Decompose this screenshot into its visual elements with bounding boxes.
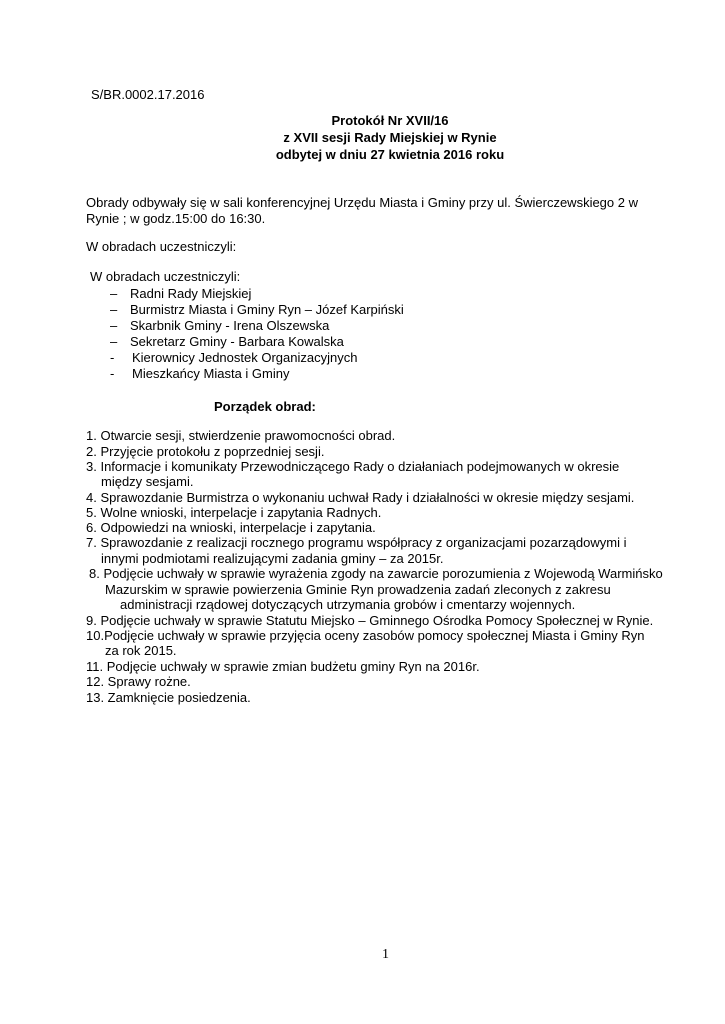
agenda-item: 13. Zamknięcie posiedzenia. [86, 690, 251, 705]
intro-line-2: Rynie ; w godz.15:00 do 16:30. [86, 211, 266, 226]
document-reference: S/BR.0002.17.2016 [91, 87, 205, 102]
protocol-date: odbytej w dniu 27 kwietnia 2016 roku [275, 147, 505, 162]
agenda-item-continuation: innymi podmiotami realizującymi zadania gminy – za 2015r. [101, 551, 444, 566]
list-bullet: - [110, 350, 115, 365]
protocol-title: Protokół Nr XVII/16 [331, 113, 449, 128]
participant-item: Skarbnik Gminy - Irena Olszewska [130, 318, 330, 333]
agenda-item: 12. Sprawy rożne. [86, 674, 191, 689]
agenda-item-continuation: między sesjami. [101, 474, 194, 489]
agenda-item: 7. Sprawozdanie z realizacji rocznego programu współpracy z organizacjami pozarządowymi i [86, 535, 627, 550]
protocol-subtitle: z XVII sesji Rady Miejskiej w Rynie [283, 130, 497, 145]
agenda-item-continuation: Mazurskim w sprawie powierzenia Gminie Ryn prowadzenia zadań zleconych z zakresu [105, 582, 611, 597]
list-bullet: - [110, 366, 115, 381]
agenda-item: 3. Informacje i komunikaty Przewodniczącego Rady o działaniach podejmowanych w okresie [86, 459, 620, 474]
agenda-item: 2. Przyjęcie protokołu z poprzedniej sesji. [86, 444, 325, 459]
list-bullet: – [110, 302, 118, 317]
participant-item: Kierownicy Jednostek Organizacyjnych [132, 350, 358, 365]
participants-heading-repeat: W obradach uczestniczyli: [90, 269, 241, 284]
agenda-item: 1. Otwarcie sesji, stwierdzenie prawomocności obrad. [86, 428, 396, 443]
agenda-item: 4. Sprawozdanie Burmistrza o wykonaniu uchwał Rady i działalności w okresie między sesjami. [86, 490, 635, 505]
list-bullet: – [110, 286, 118, 301]
participant-item: Burmistrz Miasta i Gminy Ryn – Józef Karpiński [130, 302, 404, 317]
agenda-item: 6. Odpowiedzi na wnioski, interpelacje i zapytania. [86, 520, 376, 535]
agenda-item: 11. Podjęcie uchwały w sprawie zmian budżetu gminy Ryn na 2016r. [86, 659, 480, 674]
agenda-item: 5. Wolne wnioski, interpelacje i zapytania Radnych. [86, 505, 382, 520]
agenda-item: 8. Podjęcie uchwały w sprawie wyrażenia zgody na zawarcie porozumienia z Wojewodą Warmińsko [89, 566, 663, 581]
participant-item: Mieszkańcy Miasta i Gminy [132, 366, 290, 381]
page-number: 1 [382, 947, 389, 962]
agenda-item-continuation: administracji rządowej dotyczących utrzymania grobów i cmentarzy wojennych. [120, 597, 576, 612]
list-bullet: – [110, 318, 118, 333]
agenda-item-continuation: za rok 2015. [105, 643, 177, 658]
participant-item: Radni Rady Miejskiej [130, 286, 252, 301]
agenda-item: 10.Podjęcie uchwały w sprawie przyjęcia oceny zasobów pomocy społecznej Miasta i Gminy Ryn [86, 628, 645, 643]
list-bullet: – [110, 334, 118, 349]
agenda-item: 9. Podjęcie uchwały w sprawie Statutu Miejsko – Gminnego Ośrodka Pomocy Społecznej w Rynie. [86, 613, 654, 628]
participants-heading: W obradach uczestniczyli: [86, 239, 237, 254]
participant-item: Sekretarz Gminy - Barbara Kowalska [130, 334, 344, 349]
intro-line-1: Obrady odbywały się w sali konferencyjnej Urzędu Miasta i Gminy przy ul. Świerczewskiego 2 w [86, 195, 638, 210]
agenda-heading: Porządek obrad: [214, 399, 316, 414]
